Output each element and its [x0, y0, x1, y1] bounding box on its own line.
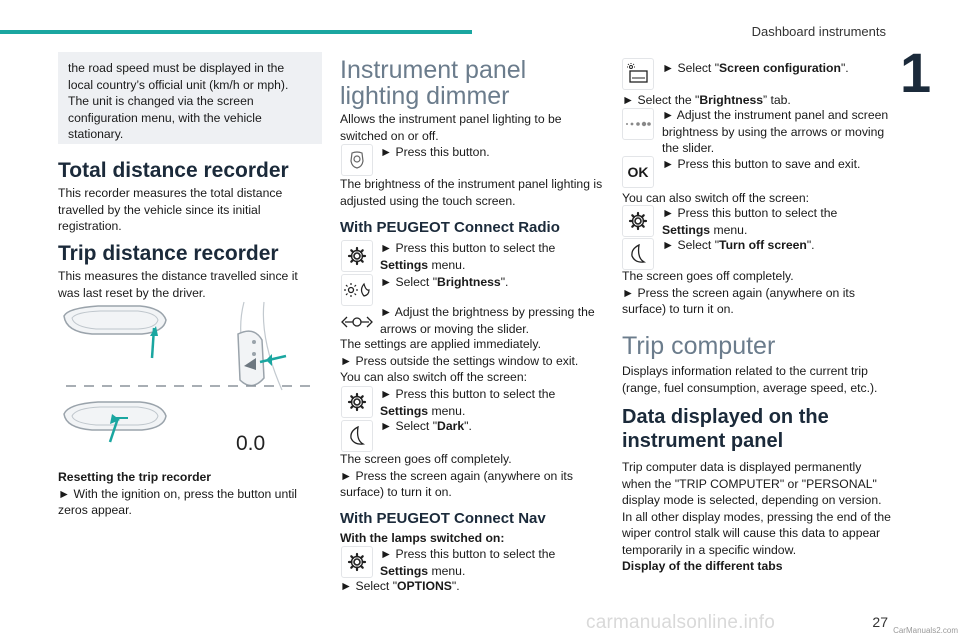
radio-step-4-end: menu.	[428, 403, 466, 418]
col3-settings-end: menu.	[710, 222, 748, 237]
radio-step-1-bold: Settings	[380, 257, 429, 272]
trip-computer-text: Displays information related to the current trip (range, fuel consumption, average speed, etc.).	[622, 364, 878, 395]
nav-lamps-text: With the lamps switched on:	[340, 531, 505, 545]
trip-reset-illustration	[58, 300, 322, 456]
note-box	[58, 52, 322, 144]
turn-off-end: ".	[806, 238, 815, 252]
moon-icon	[628, 243, 648, 265]
radio-step-1-end: menu.	[428, 257, 466, 272]
gear-icon	[347, 392, 367, 412]
nav-step-2-text: ► Select "	[340, 579, 398, 593]
ok-step: ► Press this button to save and exit.	[662, 157, 861, 171]
radio-step-4-bold: Settings	[380, 403, 429, 418]
screen-config-end: ".	[840, 61, 849, 75]
radio-step-2-end: ".	[500, 275, 509, 289]
screen-config-text: ► Select "	[662, 61, 720, 75]
radio-applied-text: The settings are applied immediately.	[340, 337, 541, 351]
radio-step-5-bold: Dark	[437, 419, 465, 433]
data-displayed-text: Trip computer data is displayed permanently when the "TRIP COMPUTER" or "PERSONAL" display mode is selected, depending on version. In all other display modes, pressing the end of the wiper control stalk will cause this data to appear temporarily in a specific window.	[622, 460, 891, 557]
radio-step-2-text: ► Select "	[380, 275, 438, 289]
brightness-touchscreen-text: The brightness of the instrument panel lighting is adjusted using the touch screen.	[340, 177, 603, 208]
radio-step-1	[380, 240, 610, 273]
radio-heading: With PEUGEOT Connect Radio	[340, 219, 560, 236]
trip-reading-display: 0.0	[236, 432, 266, 455]
radio-pressagain-text: ► Press the screen again (anywhere on its surface) to turn it on.	[340, 468, 573, 499]
screen-config-bold: Screen configuration	[719, 61, 841, 75]
total-distance-text: This recorder measures the total distance travelled by the vehicle since its initial registration.	[58, 186, 283, 233]
trip-computer-heading: Trip computer	[622, 332, 776, 360]
radio-step-4-text: ► Press this button to select the	[380, 387, 556, 401]
data-displayed-heading: Data displayed on the instrument panel	[622, 406, 829, 452]
page-number: 27	[872, 614, 888, 630]
brightness-tab-end: ” tab.	[763, 93, 791, 107]
col3-switchoff-text: You can also switch off the screen:	[622, 191, 809, 205]
radio-dark-button[interactable]	[341, 420, 373, 452]
chapter-number: 1	[900, 41, 932, 104]
dimmer-intro: Allows the instrument panel lighting to be switched on or off.	[340, 112, 562, 143]
gear-icon	[347, 246, 367, 266]
col3-settings-step	[662, 205, 892, 238]
dimmer-button[interactable]	[341, 144, 373, 176]
total-distance-heading: Total distance recorder	[58, 159, 289, 182]
radio-step-2	[380, 274, 610, 291]
turn-off-text: ► Select "	[662, 238, 720, 252]
col3-settings-text: ► Press this button to select the	[662, 206, 838, 220]
screen-config-button[interactable]	[622, 58, 654, 90]
nav-step-1-bold: Settings	[380, 563, 429, 578]
brightness-level-icon	[625, 120, 651, 128]
corner-watermark: CarManuals2.com	[893, 626, 958, 635]
radio-brightness-button[interactable]	[341, 274, 373, 306]
turn-off-screen-button[interactable]	[622, 238, 654, 270]
radio-step-4	[380, 386, 610, 419]
dimmer-step: ► Press this button.	[380, 145, 490, 159]
turn-off-step	[662, 237, 892, 254]
note-text: the road speed must be displayed in the local country’s official unit (km/h or mph). The unit is changed via the screen configuration menu, with the vehicle stationary.	[68, 61, 289, 141]
radio-step-5-end: ".	[464, 419, 472, 433]
nav-step-2	[340, 578, 605, 595]
radio-goesoff-text: The screen goes off completely.	[340, 452, 512, 466]
gear-icon	[347, 552, 367, 572]
tabs-heading: Display of the different tabs	[622, 559, 783, 573]
col3-pressagain-text: ► Press the screen again (anywhere on its surface) to turn it on.	[622, 285, 855, 316]
nav-step-1	[380, 546, 610, 579]
radio-step-1-text: ► Press this button to select the	[380, 241, 556, 255]
radio-step-5-text: ► Select "	[380, 419, 438, 433]
col3-settings-bold: Settings	[662, 222, 711, 237]
brightness-dots-button[interactable]	[622, 108, 654, 140]
radio-step-2-bold: Brightness	[437, 275, 501, 289]
nav-settings-button[interactable]	[341, 546, 373, 578]
screen-config-step	[662, 60, 902, 77]
dimmer-heading: Instrument panel lighting dimmer	[340, 56, 527, 110]
nav-step-1-end: menu.	[428, 563, 466, 578]
brightness-tab-bold: Brightness	[699, 93, 764, 107]
page-header-title: Dashboard instruments	[751, 24, 886, 39]
radio-step-5	[380, 418, 610, 435]
nav-heading: With PEUGEOT Connect Nav	[340, 510, 546, 527]
radio-outside-text: ► Press outside the settings window to exit.	[340, 353, 579, 368]
col3-settings-button[interactable]	[622, 205, 654, 237]
reset-heading: Resetting the trip recorder	[58, 470, 212, 484]
radio-settings-button[interactable]	[341, 240, 373, 272]
nav-step-2-bold: OPTIONS	[397, 579, 452, 593]
radio-settings-button-2[interactable]	[341, 386, 373, 418]
sun-moon-icon	[344, 281, 370, 299]
site-watermark: carmanualsonline.info	[586, 612, 776, 633]
gear-icon	[628, 211, 648, 231]
radio-step-3: ► Adjust the brightness by pressing the arrows or moving the slider.	[380, 305, 595, 336]
turn-off-bold: Turn off screen	[719, 238, 807, 252]
instrument-cluster-illustration	[58, 300, 322, 456]
radio-slider-button[interactable]	[341, 306, 373, 338]
radio-switchoff-text: You can also switch off the screen:	[340, 370, 527, 384]
brightness-tab-text: ► Select the "	[622, 93, 700, 107]
col3-goesoff-text: The screen goes off completely.	[622, 269, 794, 283]
slider-arrows-icon	[341, 312, 373, 332]
adjust-panel-step: ► Adjust the instrument panel and screen brightness by using the arrows or moving the slider.	[662, 108, 889, 155]
nav-step-1-text: ► Press this button to select the	[380, 547, 556, 561]
ok-button[interactable]: OK	[622, 156, 654, 188]
moon-icon	[347, 425, 367, 447]
trip-distance-heading: Trip distance recorder	[58, 242, 279, 265]
trip-distance-text: This measures the distance travelled since it was last reset by the driver.	[58, 269, 298, 300]
header-accent-bar	[0, 30, 472, 34]
reset-text: ► With the ignition on, press the button until zeros appear.	[58, 486, 298, 517]
screen-brightness-icon	[626, 63, 650, 85]
nav-step-2-end: ".	[451, 579, 460, 593]
dimmer-icon	[346, 149, 368, 171]
